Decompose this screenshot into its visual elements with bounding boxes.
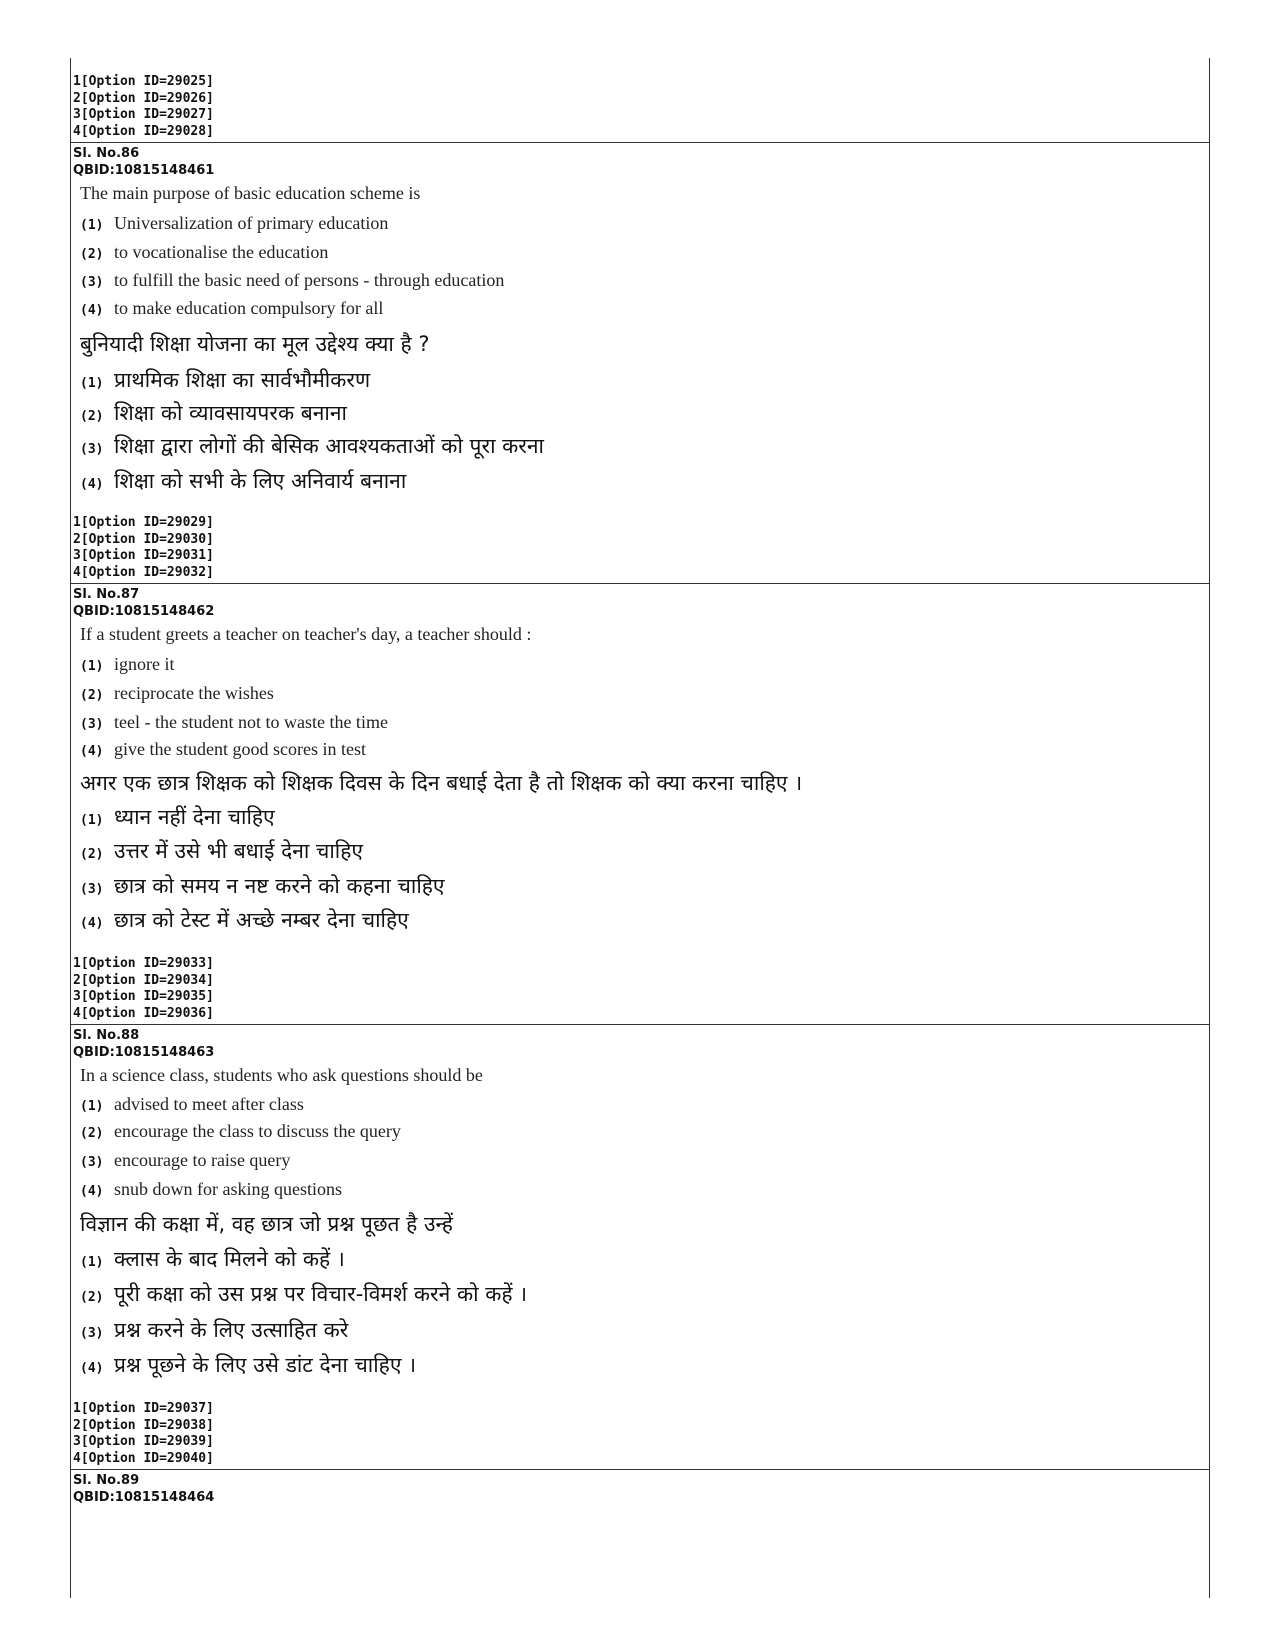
option-text: उत्तर में उसे भी बधाई देना चाहिए: [114, 839, 364, 863]
option-text: प्राथमिक शिक्षा का सार्वभौमीकरण: [114, 368, 371, 392]
option-number: (1): [80, 1099, 104, 1114]
qbid: QBID:10815148463: [73, 1044, 215, 1060]
option-english: [70, 739, 1210, 769]
option-english: [70, 712, 1210, 739]
option-hindi: [70, 467, 1210, 500]
separator: [70, 1469, 1210, 1470]
option-number: (3): [80, 717, 104, 732]
option-english: [70, 213, 1210, 242]
option-number: (3): [80, 275, 104, 290]
option-number: (4): [80, 477, 104, 492]
option-text: Universalization of primary education: [114, 213, 389, 233]
option-hindi: [70, 366, 1210, 399]
option-text: to make education compulsory for all: [114, 298, 384, 318]
qbid: QBID:10815148464: [73, 1489, 215, 1505]
option-number: (2): [80, 409, 104, 424]
option-english: [70, 1179, 1210, 1210]
option-english: [70, 683, 1210, 712]
option-text: प्रश्न पूछने के लिए उसे डांट देना चाहिए ।: [114, 1353, 417, 1377]
option-number: (4): [80, 916, 104, 931]
option-english: [70, 1150, 1210, 1179]
option-number: (4): [80, 1184, 104, 1199]
option-english: [70, 1094, 1210, 1121]
option-id-line: 3[Option ID=29039]: [73, 1434, 214, 1449]
option-id-line: 1[Option ID=29029]: [73, 515, 214, 530]
option-number: (1): [80, 813, 104, 828]
option-id-line: 1[Option ID=29033]: [73, 956, 214, 971]
question-stem-hindi: अगर एक छात्र शिक्षक को शिक्षक दिवस के दिन बधाई देता है तो शिक्षक को क्या करना चाहिए ।: [80, 771, 803, 795]
option-ids: [70, 515, 1210, 581]
question-stem-english: In a science class, students who ask questions should be: [80, 1065, 483, 1085]
question-stem-hindi: बुनियादी शिक्षा योजना का मूल उद्देश्य क्या है ?: [80, 332, 430, 356]
option-number: (1): [80, 659, 104, 674]
option-hindi: [70, 432, 1210, 467]
option-text: शिक्षा को व्यावसायपरक बनाना: [114, 401, 347, 425]
option-text: छात्र को समय न नष्ट करने को कहना चाहिए: [114, 874, 445, 898]
option-number: (2): [80, 1290, 104, 1305]
option-hindi: [70, 906, 1210, 940]
option-id-line: 4[Option ID=29028]: [73, 123, 214, 139]
question-stem-hindi: विज्ञान की कक्षा में, वह छात्र जो प्रश्न पूछत है उन्हें: [80, 1212, 453, 1236]
option-id-line: 3[Option ID=29035]: [73, 989, 214, 1004]
option-id-line: 4[Option ID=29032]: [73, 564, 214, 580]
option-id-line: 4[Option ID=29036]: [73, 1005, 214, 1021]
option-hindi: [70, 872, 1210, 906]
option-number: (3): [80, 442, 104, 457]
option-number: (1): [80, 376, 104, 391]
qbid: QBID:10815148461: [73, 162, 215, 178]
serial-number: Sl. No.88: [73, 1028, 140, 1043]
option-text: give the student good scores in test: [114, 739, 366, 759]
option-number: (1): [80, 1255, 104, 1270]
option-text: छात्र को टेस्ट में अच्छे नम्बर देना चाहिए: [114, 908, 409, 932]
option-number: (2): [80, 1126, 104, 1141]
option-hindi: [70, 837, 1210, 872]
option-id-line: 1[Option ID=29037]: [73, 1401, 214, 1416]
option-text: teel - the student not to waste the time: [114, 712, 388, 732]
option-english: [70, 1121, 1210, 1150]
option-id-line: 2[Option ID=29034]: [73, 972, 214, 988]
option-hindi: [70, 1245, 1210, 1280]
option-text: advised to meet after class: [114, 1094, 304, 1114]
serial-number: Sl. No.87: [73, 587, 140, 602]
option-text: snub down for asking questions: [114, 1179, 342, 1199]
separator: [70, 142, 1210, 143]
question-87: [70, 587, 1210, 940]
option-number: (3): [80, 882, 104, 897]
option-text: to vocationalise the education: [114, 242, 329, 262]
option-hindi: [70, 1280, 1210, 1316]
separator: [70, 583, 1210, 584]
option-text: शिक्षा द्वारा लोगों की बेसिक आवश्यकताओं को पूरा करना: [114, 434, 544, 458]
option-id-line: 4[Option ID=29040]: [73, 1450, 214, 1466]
top-option-ids: [70, 74, 1210, 140]
question-stem-english: If a student greets a teacher on teacher's day, a teacher should :: [80, 624, 532, 644]
question-86: [70, 146, 1210, 500]
option-text: क्लास के बाद मिलने को कहें ।: [114, 1247, 345, 1271]
option-number: (3): [80, 1155, 104, 1170]
option-text: शिक्षा को सभी के लिए अनिवार्य बनाना: [114, 469, 407, 493]
option-text: पूरी कक्षा को उस प्रश्न पर विचार-विमर्श करने को कहें ।: [114, 1282, 528, 1306]
question-89: [70, 1473, 1210, 1506]
option-id-line: 1[Option ID=29025]: [73, 74, 214, 89]
option-number: (2): [80, 247, 104, 262]
option-id-line: 2[Option ID=29038]: [73, 1417, 214, 1433]
option-text: encourage to raise query: [114, 1150, 291, 1170]
option-number: (4): [80, 744, 104, 759]
separator: [70, 1024, 1210, 1025]
option-number: (4): [80, 303, 104, 318]
option-text: to fulfill the basic need of persons - through education: [114, 270, 505, 290]
option-hindi: [70, 1316, 1210, 1351]
option-id-line: 3[Option ID=29031]: [73, 548, 214, 563]
option-number: (2): [80, 847, 104, 862]
option-english: [70, 270, 1210, 298]
option-hindi: [70, 399, 1210, 432]
option-id-line: 3[Option ID=29027]: [73, 107, 214, 122]
serial-number: Sl. No.89: [73, 1473, 140, 1488]
option-hindi: [70, 1351, 1210, 1385]
serial-number: Sl. No.86: [73, 146, 140, 161]
option-number: (1): [80, 218, 104, 233]
option-ids: [70, 1401, 1210, 1467]
question-88: [70, 1028, 1210, 1385]
option-text: ध्यान नहीं देना चाहिए: [114, 805, 275, 829]
qbid: QBID:10815148462: [73, 603, 215, 619]
option-english: [70, 654, 1210, 683]
option-text: encourage the class to discuss the query: [114, 1121, 401, 1141]
option-hindi: [70, 803, 1210, 837]
option-id-line: 2[Option ID=29026]: [73, 90, 214, 106]
option-text: प्रश्न करने के लिए उत्साहित करे: [114, 1318, 349, 1342]
option-id-line: 2[Option ID=29030]: [73, 531, 214, 547]
option-text: reciprocate the wishes: [114, 683, 274, 703]
option-text: ignore it: [114, 654, 175, 674]
option-english: [70, 298, 1210, 330]
option-number: (4): [80, 1361, 104, 1376]
option-number: (2): [80, 688, 104, 703]
question-stem-english: The main purpose of basic education scheme is: [80, 183, 421, 203]
option-ids: [70, 956, 1210, 1022]
option-english: [70, 242, 1210, 270]
option-number: (3): [80, 1326, 104, 1341]
